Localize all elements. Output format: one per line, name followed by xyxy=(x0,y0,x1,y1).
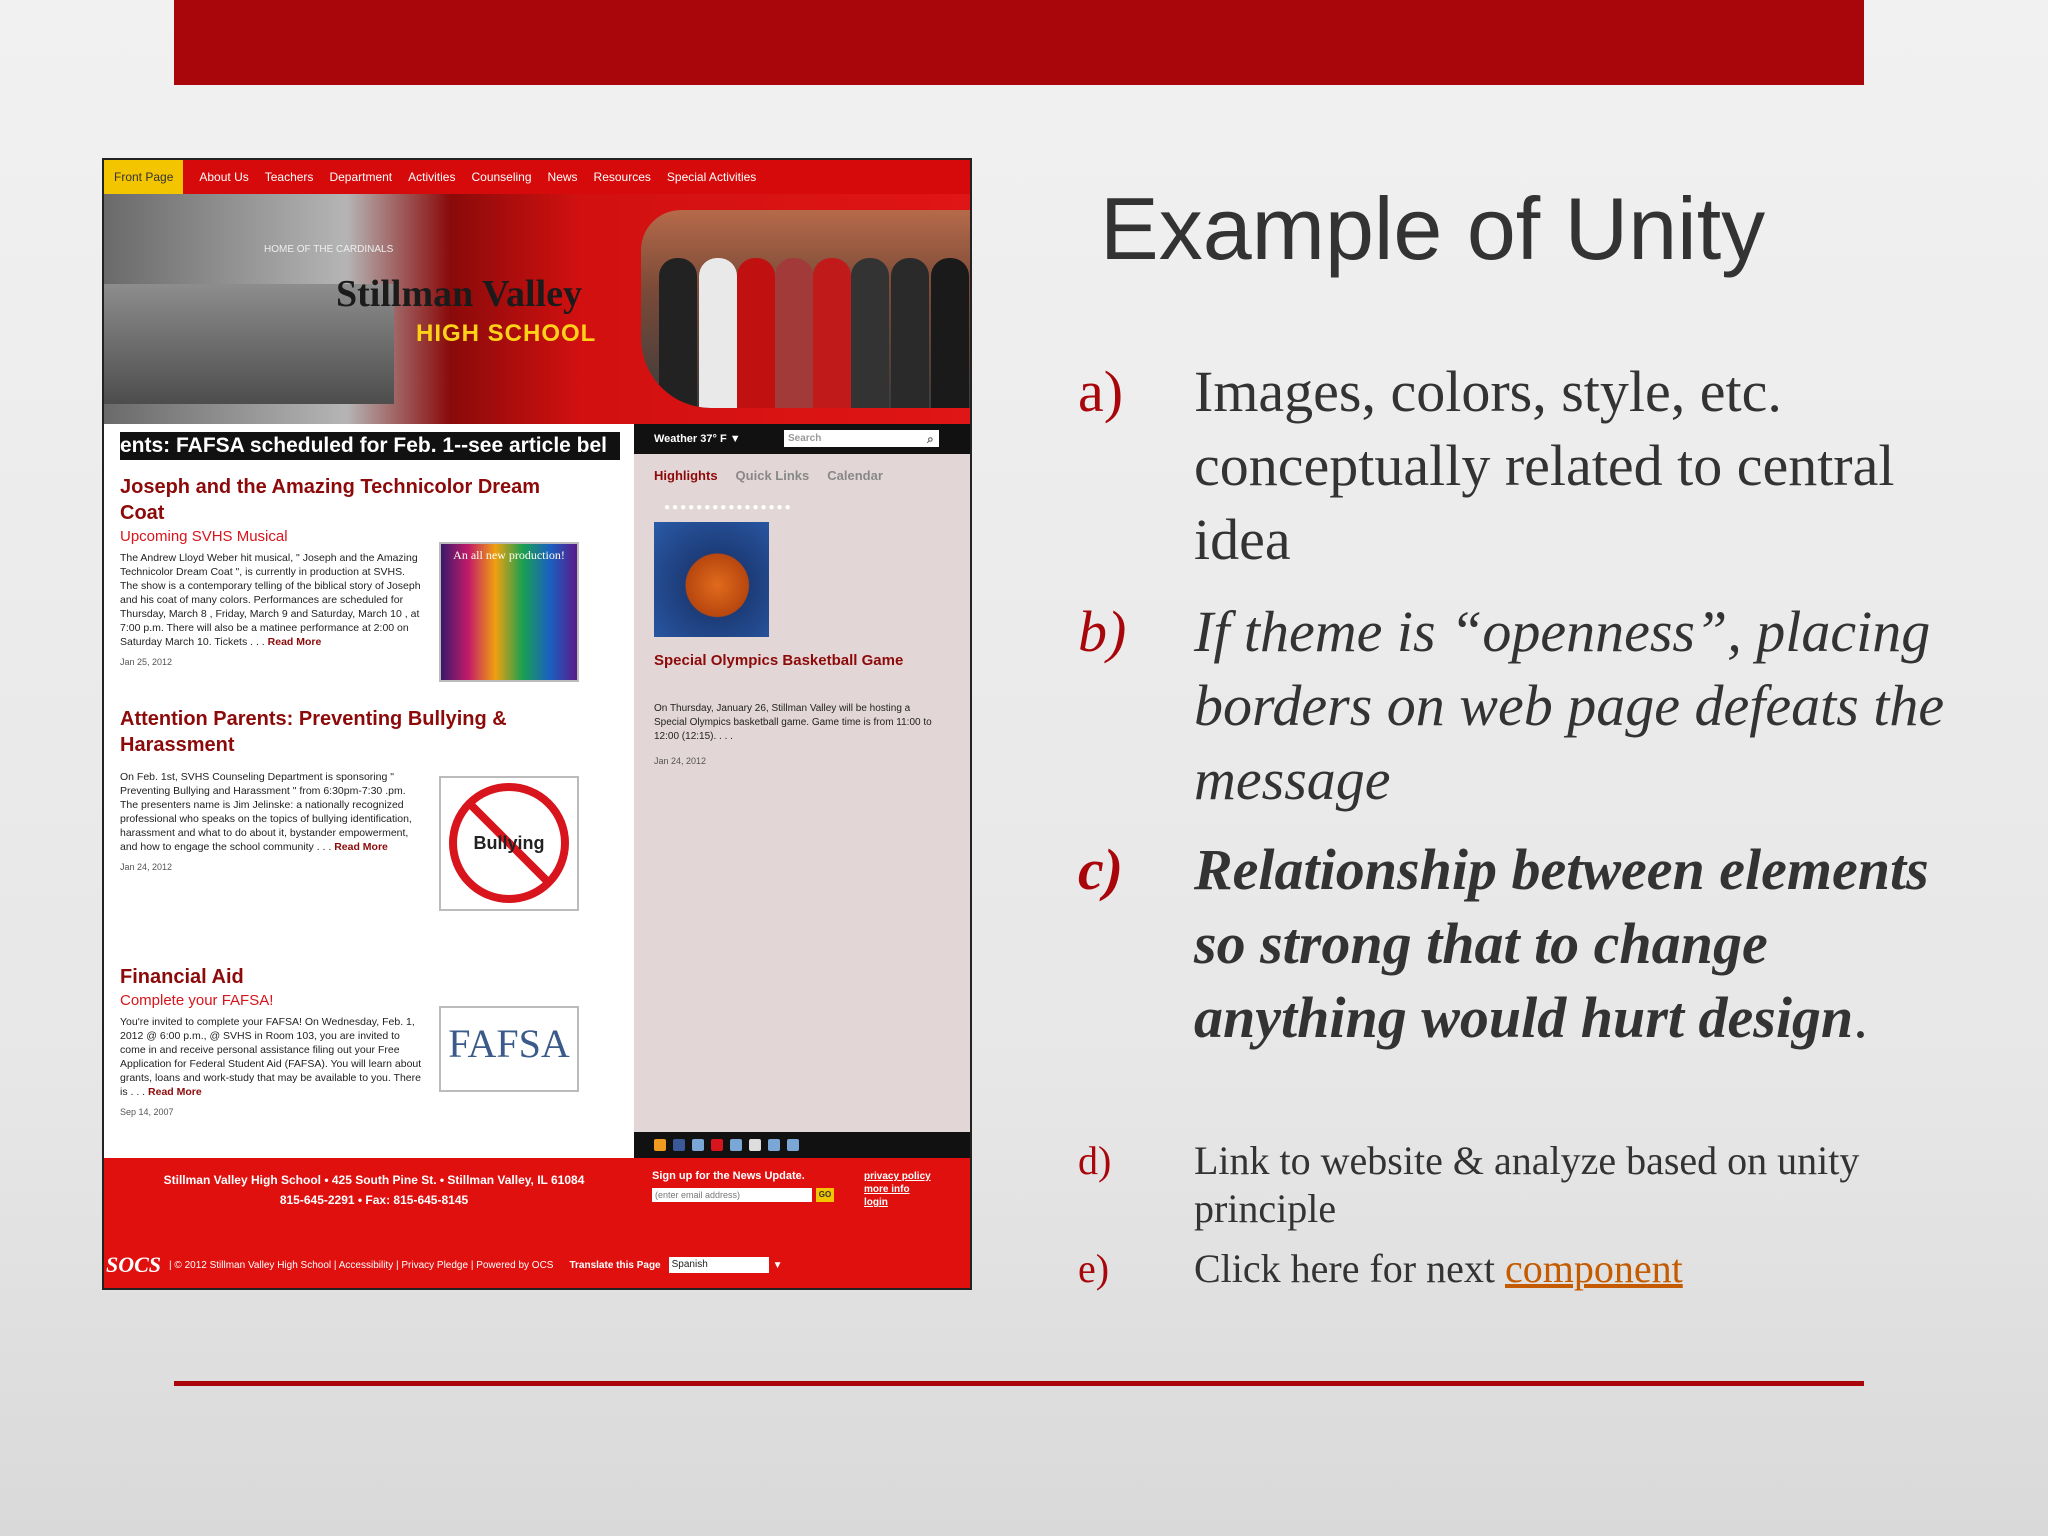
sidebar-tabs xyxy=(654,468,883,483)
footer-bottom xyxy=(104,1240,970,1290)
tab-calendar[interactable]: Calendar xyxy=(827,468,883,483)
read-more-link[interactable]: Read More xyxy=(334,841,388,853)
fafsa-logo[interactable]: FAFSA xyxy=(439,1006,579,1092)
footer-address xyxy=(124,1170,624,1210)
search-icon[interactable]: ⌕ xyxy=(927,432,934,446)
legal-links[interactable]: | © 2012 Stillman Valley High School | Accessibility | Privacy Pledge | Powered by OCS xyxy=(169,1259,554,1271)
component-link[interactable]: component xyxy=(1505,1246,1683,1291)
bullying-thumbnail[interactable] xyxy=(439,776,579,911)
list-text: Relationship between elements so strong that to change anything would hurt design. xyxy=(1194,837,1929,1050)
newsletter-label: Sign up for the News Update. xyxy=(652,1170,805,1182)
socs-logo[interactable]: SOCS xyxy=(106,1252,162,1277)
go-button[interactable]: GO xyxy=(816,1188,834,1202)
nav-item[interactable]: Counseling xyxy=(471,170,532,184)
highlight-title[interactable]: Special Olympics Basketball Game xyxy=(654,652,904,669)
list-text: If theme is “openness”, placing borders on web page defeats the message xyxy=(1194,599,1945,812)
list-text: Click here for next component xyxy=(1194,1246,1683,1291)
article-body: The Andrew Lloyd Weber hit musical, " Joseph and the Amazing Technicolor Dream Coat ", is currently in production at SVHS. The show is a contemporary telling of the biblical story of Joseph and his coat of many colors. Performances are scheduled for Thursday, March 8 , Friday, March 9 and Saturday, March 10 , at 7:00 p.m. There will also be a matinee performance at 2:00 on Saturday March 10. Tickets . . . Read More xyxy=(120,552,421,648)
musical-thumbnail[interactable] xyxy=(439,542,579,682)
phone-line: 815-645-2291 • Fax: 815-645-8145 xyxy=(279,1193,469,1207)
highlight-body: On Thursday, January 26, Stillman Valley will be hosting a Special Olympics basketball game. Game time is from 11:00 to 12:00 (12:15). . . . xyxy=(654,703,932,742)
banner-tag: HOME OF THE CARDINALS xyxy=(264,244,394,255)
social-icons-bar xyxy=(634,1132,972,1158)
article-title[interactable]: Attention Parents: Preventing Bullying & Harassment xyxy=(120,708,507,756)
language-select[interactable]: Spanish xyxy=(669,1257,769,1273)
tab-quick-links[interactable]: Quick Links xyxy=(735,468,810,483)
email-input[interactable]: (enter email address) xyxy=(652,1188,812,1202)
read-more-link[interactable]: Read More xyxy=(148,1086,202,1098)
school-subtitle: HIGH SCHOOL xyxy=(416,320,597,347)
list-marker: b) xyxy=(1078,599,1127,664)
list-marker: c) xyxy=(1078,837,1124,902)
svg-text:Bullying: Bullying xyxy=(473,833,545,853)
more-info-link[interactable]: more info xyxy=(864,1184,910,1195)
site-nav xyxy=(104,160,970,194)
nav-item[interactable]: Resources xyxy=(593,170,651,184)
site-footer xyxy=(104,1158,970,1290)
footer-links xyxy=(864,1170,931,1209)
weather-readout[interactable]: Weather 37° F ▼ xyxy=(654,433,741,445)
youtube-icon[interactable] xyxy=(711,1139,723,1151)
tab-highlights[interactable]: Highlights xyxy=(654,468,718,483)
facebook-icon[interactable] xyxy=(673,1139,685,1151)
nav-item[interactable]: Teachers xyxy=(264,170,314,184)
list-marker: e) xyxy=(1078,1246,1110,1291)
article-body: On Feb. 1st, SVHS Counseling Department is sponsoring " Preventing Bullying and Harassment " from 6:30pm-7:30 .pm. The presenters name is Jim Jelinske: a nationally recognized professional who speaks on the topics of bullying identification, harassment and what to do about it, bystander empowerment, and how to engage the school community . . . Read More xyxy=(120,771,412,853)
list-text: Link to website & analyze based on unity principle xyxy=(1194,1138,1860,1231)
news-ticker[interactable]: ents: FAFSA scheduled for Feb. 1--see article bel xyxy=(120,432,620,460)
bottom-accent-rule xyxy=(174,1381,1864,1386)
nav-item[interactable]: Department xyxy=(329,170,393,184)
highlight-date: Jan 24, 2012 xyxy=(654,756,707,766)
no-bullying-icon xyxy=(441,778,577,909)
nav-item[interactable]: Special Activities xyxy=(666,170,757,184)
rss-icon[interactable] xyxy=(654,1139,666,1151)
article-subtitle: Complete your FAFSA! xyxy=(120,992,274,1009)
basketball-image[interactable] xyxy=(654,522,769,637)
flickr-icon[interactable] xyxy=(730,1139,742,1151)
chevron-down-icon[interactable]: ▼ xyxy=(772,1259,783,1271)
address-line: Stillman Valley High School • 425 South Pine St. • Stillman Valley, IL 61084 xyxy=(163,1173,585,1187)
calendar-icon[interactable] xyxy=(768,1139,780,1151)
article-body: You're invited to complete your FAFSA! On Wednesday, Feb. 1, 2012 @ 6:00 p.m., @ SVHS in Room 103, you are invited to come in and receive personal assistance filing out your Free Application for Federal Student Aid (FAFSA). You will learn about grants, loans and work-study that may be available to you. There is . . . Read More xyxy=(120,1016,422,1098)
mail-icon[interactable] xyxy=(787,1139,799,1151)
weather-bar xyxy=(634,424,972,454)
twitter-icon[interactable] xyxy=(692,1139,704,1151)
list-marker: a) xyxy=(1078,359,1124,424)
article-title[interactable]: Joseph and the Amazing Technicolor Dream Coat xyxy=(120,476,541,524)
translate-label: Translate this Page xyxy=(569,1259,661,1271)
nav-item[interactable]: About Us xyxy=(199,170,249,184)
article-subtitle: Upcoming SVHS Musical xyxy=(120,528,288,545)
article-title[interactable]: Financial Aid xyxy=(120,966,244,988)
article-date: Jan 25, 2012 xyxy=(120,657,173,667)
article-date: Jan 24, 2012 xyxy=(120,862,173,872)
thumbnail-caption: An all new production! xyxy=(453,548,565,562)
school-name: Stillman Valley xyxy=(336,273,582,315)
list-text: Images, colors, style, etc. conceptually related to central idea xyxy=(1194,359,1895,572)
nav-item[interactable]: Activities xyxy=(408,170,456,184)
nav-item[interactable]: Front Page xyxy=(104,160,183,194)
students-photo xyxy=(641,210,971,408)
top-accent-bar xyxy=(174,0,1864,85)
globe-icon[interactable] xyxy=(749,1139,761,1151)
privacy-link[interactable]: privacy policy xyxy=(864,1171,931,1182)
sidebar xyxy=(634,424,972,1144)
nav-item[interactable]: News xyxy=(547,170,578,184)
list-marker: d) xyxy=(1078,1138,1112,1183)
login-link[interactable]: login xyxy=(864,1197,888,1208)
read-more-link[interactable]: Read More xyxy=(267,636,322,648)
search-input[interactable]: Search xyxy=(784,430,939,447)
website-screenshot[interactable] xyxy=(102,158,972,1290)
article-date: Sep 14, 2007 xyxy=(120,1107,174,1117)
carousel-dots[interactable]: ●●●●●●●●●●●●●●●● xyxy=(664,502,793,513)
slide-title: Example of Unity xyxy=(1100,179,1766,278)
site-banner xyxy=(104,194,970,424)
